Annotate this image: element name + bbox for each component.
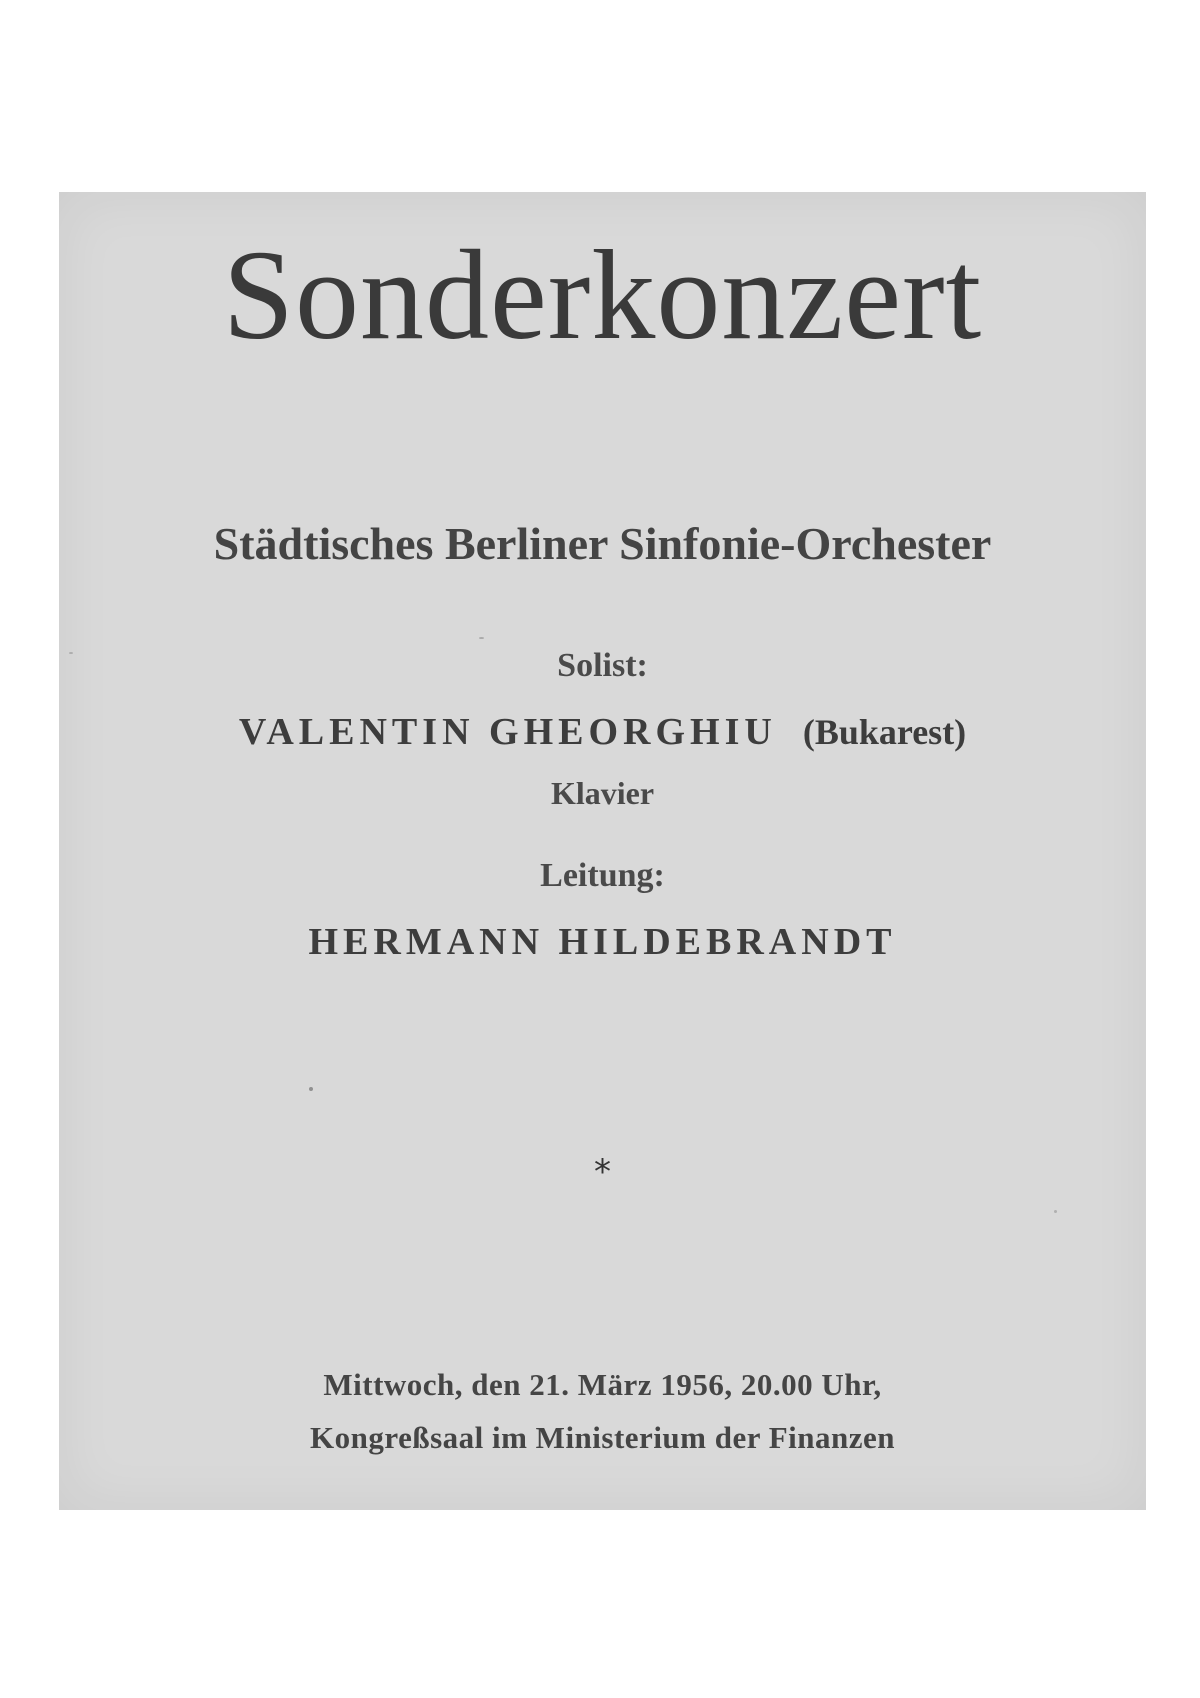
soloist-name: VALENTIN GHEORGHIU bbox=[238, 711, 777, 753]
date-line: Mittwoch, den 21. März 1956, 20.00 Uhr, bbox=[323, 1367, 882, 1402]
conductor-label: Leitung: bbox=[540, 857, 665, 894]
conductor-name: HERMANN HILDEBRANDT bbox=[308, 921, 897, 963]
soloist-instrument: Klavier bbox=[550, 775, 655, 811]
paper-speck bbox=[479, 637, 484, 639]
venue-line: Kongreßsaal im Ministerium der Finanzen bbox=[310, 1420, 895, 1455]
concert-program-scan bbox=[59, 192, 1146, 1510]
paper-speck bbox=[69, 652, 73, 654]
soloist-line bbox=[59, 710, 1146, 754]
paper-speck bbox=[309, 1087, 313, 1091]
soloist-label: Solist: bbox=[557, 647, 648, 684]
paper-speck bbox=[1054, 1210, 1057, 1213]
separator-asterisk: * bbox=[594, 1152, 611, 1192]
soloist-origin: (Bukarest) bbox=[802, 712, 967, 752]
program-title: Sonderkonzert bbox=[222, 224, 983, 366]
orchestra-name: Städtisches Berliner Sinfonie-Orchester bbox=[213, 518, 992, 569]
